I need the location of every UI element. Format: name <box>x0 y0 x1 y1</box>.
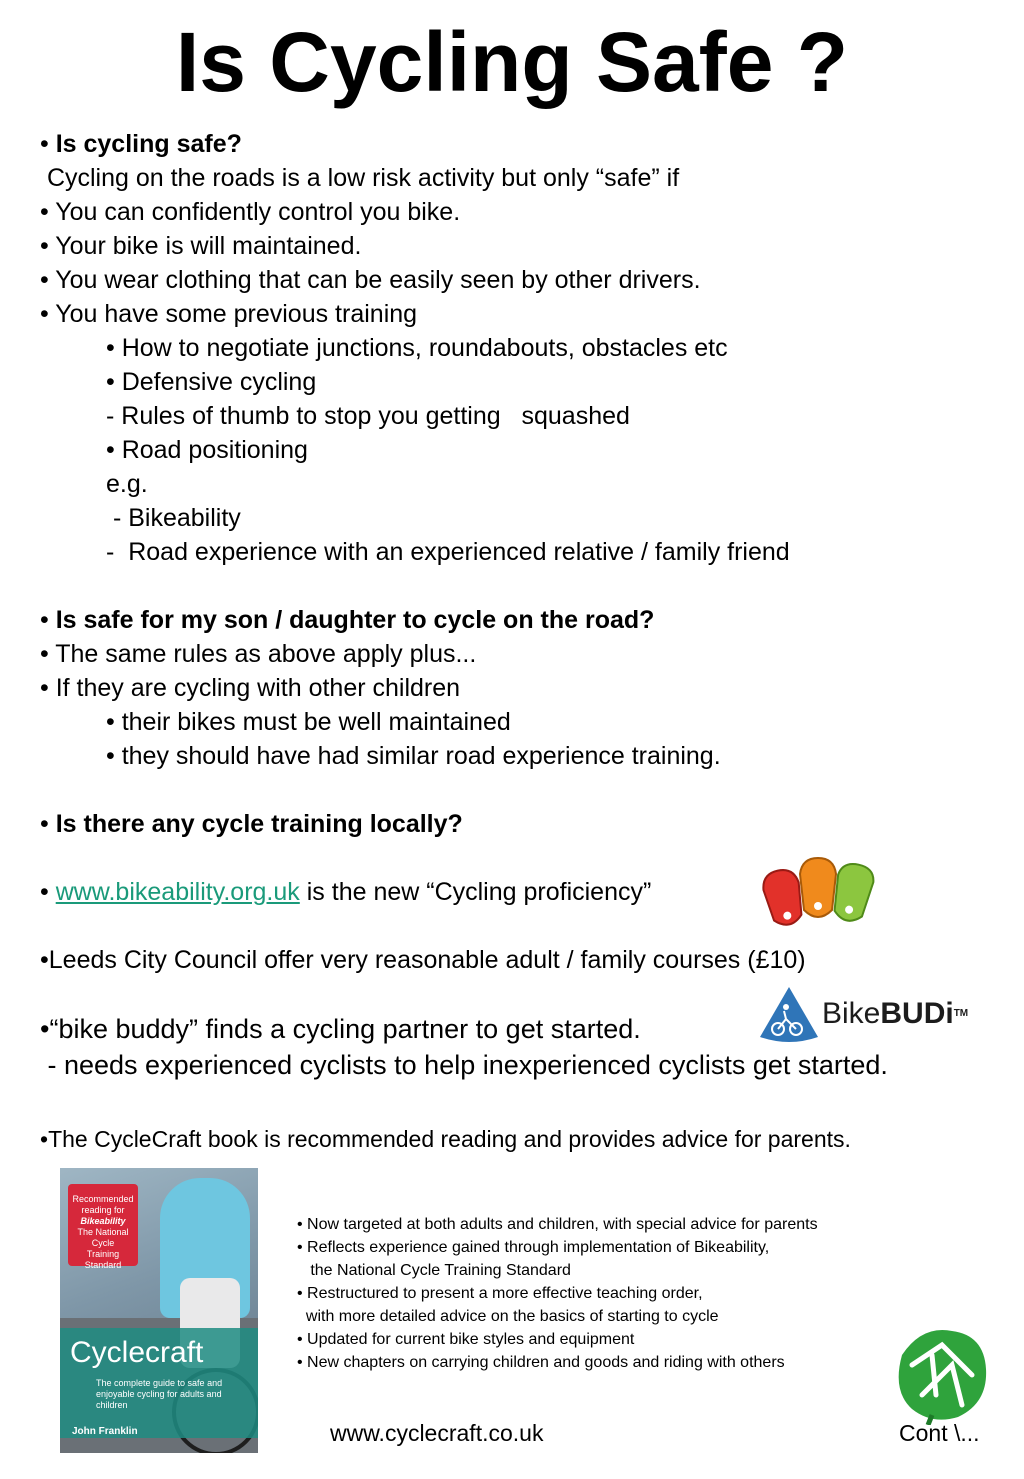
section1-bullet-3: • You wear clothing that can be easily seen by other drivers. <box>40 266 701 294</box>
feature-item: • Updated for current bike styles and equipment <box>297 1331 635 1348</box>
book-subtitle: The complete guide to safe and enjoyable cycling for adults and children <box>96 1378 223 1410</box>
bikebudi-logo <box>758 985 968 1047</box>
bikeability-link[interactable]: www.bikeability.org.uk <box>55 878 300 906</box>
section1-sub-3: - Rules of thumb to stop you getting squashed <box>106 402 630 430</box>
spacer <box>40 773 1010 807</box>
bike-buddy-sub-line: - needs experienced cyclists to help inexperienced cyclists get started. <box>40 1050 888 1080</box>
feature-item: the National Cycle Training Standard <box>297 1262 571 1279</box>
feature-item: • Restructured to present a more effective teaching order, <box>297 1285 703 1302</box>
page-title: Is Cycling Safe ? <box>175 15 849 109</box>
section1-question: • Is cycling safe? <box>40 130 242 158</box>
section1-question-text: Is cycling safe? <box>55 130 242 158</box>
feature-item: with more detailed advice on the basics of starting to cycle <box>297 1308 719 1325</box>
section1-sub-5: e.g. <box>106 470 148 498</box>
bikeability-logo-icon <box>760 856 876 936</box>
section3-question: • Is there any cycle training locally? <box>40 810 463 838</box>
book-features-list <box>297 1213 917 1374</box>
section1-sub-7: - Road experience with an experienced relative / family friend <box>106 538 790 566</box>
section1-sub-4: • Road positioning <box>106 436 308 464</box>
feature-item: • Now targeted at both adults and children, with special advice for parents <box>297 1216 818 1233</box>
cyclecraft-book-cover <box>60 1168 258 1453</box>
main-content <box>40 127 1010 1083</box>
footer-url-link[interactable]: www.cyclecraft.co.uk <box>330 1420 544 1446</box>
bikebudi-cyclist-icon <box>758 985 820 1047</box>
section2-sub-2: • they should have had similar road experience training. <box>106 742 721 770</box>
section1-bullet-2: • Your bike is will maintained. <box>40 232 362 260</box>
section1-intro: Cycling on the roads is a low risk activity but only “safe” if <box>40 164 680 192</box>
bikeability-line: • www.bikeability.org.uk is the new “Cycling proficiency” <box>40 878 652 906</box>
feature-item: • Reflects experience gained through implementation of Bikeability, <box>297 1239 770 1256</box>
section1-bullet-4: • You have some previous training <box>40 300 418 328</box>
cyclecraft-line: •The CycleCraft book is recommended reading and provides advice for parents. <box>40 1126 851 1152</box>
section1-sub-1: • How to negotiate junctions, roundabouts, obstacles etc <box>106 334 728 362</box>
book-recommended-badge: Recommended reading for Bikeability The National Cycle Training Standard <box>68 1184 138 1266</box>
section2-bullet-1: • The same rules as above apply plus... <box>40 640 477 668</box>
book-author: John Franklin <box>72 1426 138 1437</box>
section1-bullet-1: • You can confidently control you bike. <box>40 198 461 226</box>
section2-bullet-2: • If they are cycling with other children <box>40 674 461 702</box>
leeds-council-line: •Leeds City Council offer very reasonable adult / family courses (£10) <box>40 946 806 974</box>
spacer <box>40 569 1010 603</box>
feature-item: • New chapters on carrying children and goods and riding with others <box>297 1354 785 1371</box>
section2-sub-1: • their bikes must be well maintained <box>106 708 511 736</box>
section1-sub-2: • Defensive cycling <box>106 368 317 396</box>
cyclecraft-recommendation <box>0 1124 1024 1154</box>
section1-sub-6: - Bikeability <box>106 504 241 532</box>
bikebudi-wordmark: BikeBUDi™ <box>822 997 969 1030</box>
book-title: Cyclecraft <box>70 1336 204 1369</box>
book-title-band <box>60 1328 258 1438</box>
section2-question: • Is safe for my son / daughter to cycle on the road? <box>40 606 655 634</box>
bike-buddy-line: •“bike buddy” finds a cycling partner to get started. <box>40 1014 641 1044</box>
green-leaf-logo-icon <box>892 1325 992 1425</box>
footer-continued: Cont \... <box>899 1420 980 1446</box>
